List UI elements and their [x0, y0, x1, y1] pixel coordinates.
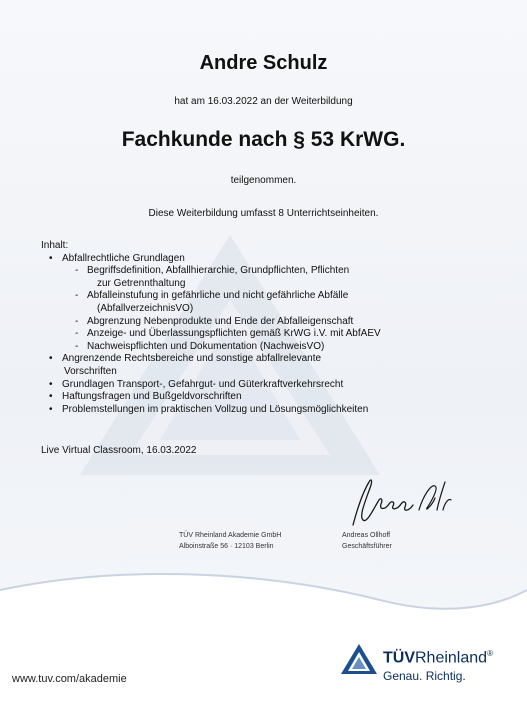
signatory-title: Geschäftsführer — [342, 543, 392, 550]
subtopic-line-cont: zur Getrennthaltung — [97, 277, 186, 289]
content-heading: Inhalt: — [41, 240, 69, 251]
topic-item — [41, 253, 481, 354]
intro-text: hat am 16.03.2022 an der Weiterbildung — [174, 96, 353, 107]
topic-label-cont: Vorschriften — [64, 365, 117, 377]
place-date: Live Virtual Classroom, 16.03.2022 — [41, 445, 197, 456]
subtopic-list — [62, 265, 481, 353]
brand-slogan: Genau. Richtig. — [383, 669, 466, 683]
subtopic-item — [62, 316, 481, 329]
topic-label: Grundlagen Transport-, Gefahrgut- und Güterkraftverkehrsrecht — [62, 378, 344, 390]
brand-bold: TÜV — [383, 649, 415, 667]
organization-block — [179, 530, 281, 552]
subtopic-item — [62, 341, 481, 354]
topic-label: Problemstellungen im praktischen Vollzug und Lösungsmöglichkeiten — [62, 403, 369, 415]
topic-list — [41, 253, 481, 417]
subtopic-line: - Nachweispflichten und Dokumentation (NachweisVO) — [87, 340, 325, 352]
topic-label: Abfallrechtliche Grundlagen — [62, 252, 185, 264]
topic-label: Haftungsfragen und Bußgeldvorschriften — [62, 391, 242, 403]
topic-item — [41, 353, 481, 378]
registered-mark: ® — [487, 649, 493, 658]
organization-address: Alboinstraße 56 · 12103 Berlin — [179, 543, 274, 550]
subtopic-line: - Abgrenzung Nebenprodukte und Ende der Abfalleigenschaft — [87, 315, 354, 327]
subtopic-item — [62, 265, 481, 290]
subtopic-item — [62, 290, 481, 315]
subtopic-line-cont: (AbfallverzeichnisVO) — [97, 302, 194, 314]
tuv-triangle-icon — [340, 643, 378, 675]
signatory-block — [342, 530, 392, 552]
subtopic-line: - Begriffsdefinition, Abfallhierarchie, Grundpflichten, Pflichten — [87, 265, 350, 277]
participant-name: Andre Schulz — [199, 52, 328, 74]
topic-item — [41, 404, 481, 417]
course-title: Fachkunde nach § 53 KrWG. — [121, 128, 406, 151]
brand-rest: Rheinland — [415, 649, 488, 667]
content-section — [41, 240, 481, 416]
topic-label: Angrenzende Rechtsbereiche und sonstige abfallrelevante — [62, 353, 322, 365]
brand-name — [383, 649, 493, 667]
scope-text: Diese Weiterbildung umfasst 8 Unterrichtseinheiten. — [148, 208, 379, 219]
signatory-name: Andreas Ollhoff — [342, 532, 391, 539]
topic-item — [41, 391, 481, 404]
tuv-logo — [340, 643, 520, 693]
signature-image — [335, 470, 455, 530]
website-url: www.tuv.com/akademie — [12, 673, 127, 685]
subtopic-item — [62, 328, 481, 341]
topic-item — [41, 379, 481, 392]
subtopic-line: - Anzeige- und Überlassungspflichten gemäß KrWG i.V. mit AbfAEV — [87, 328, 381, 340]
participated-text: teilgenommen. — [230, 175, 297, 186]
organization-name: TÜV Rheinland Akademie GmbH — [179, 532, 282, 539]
subtopic-line: - Abfalleinstufung in gefährliche und nicht gefährliche Abfälle — [87, 290, 349, 302]
